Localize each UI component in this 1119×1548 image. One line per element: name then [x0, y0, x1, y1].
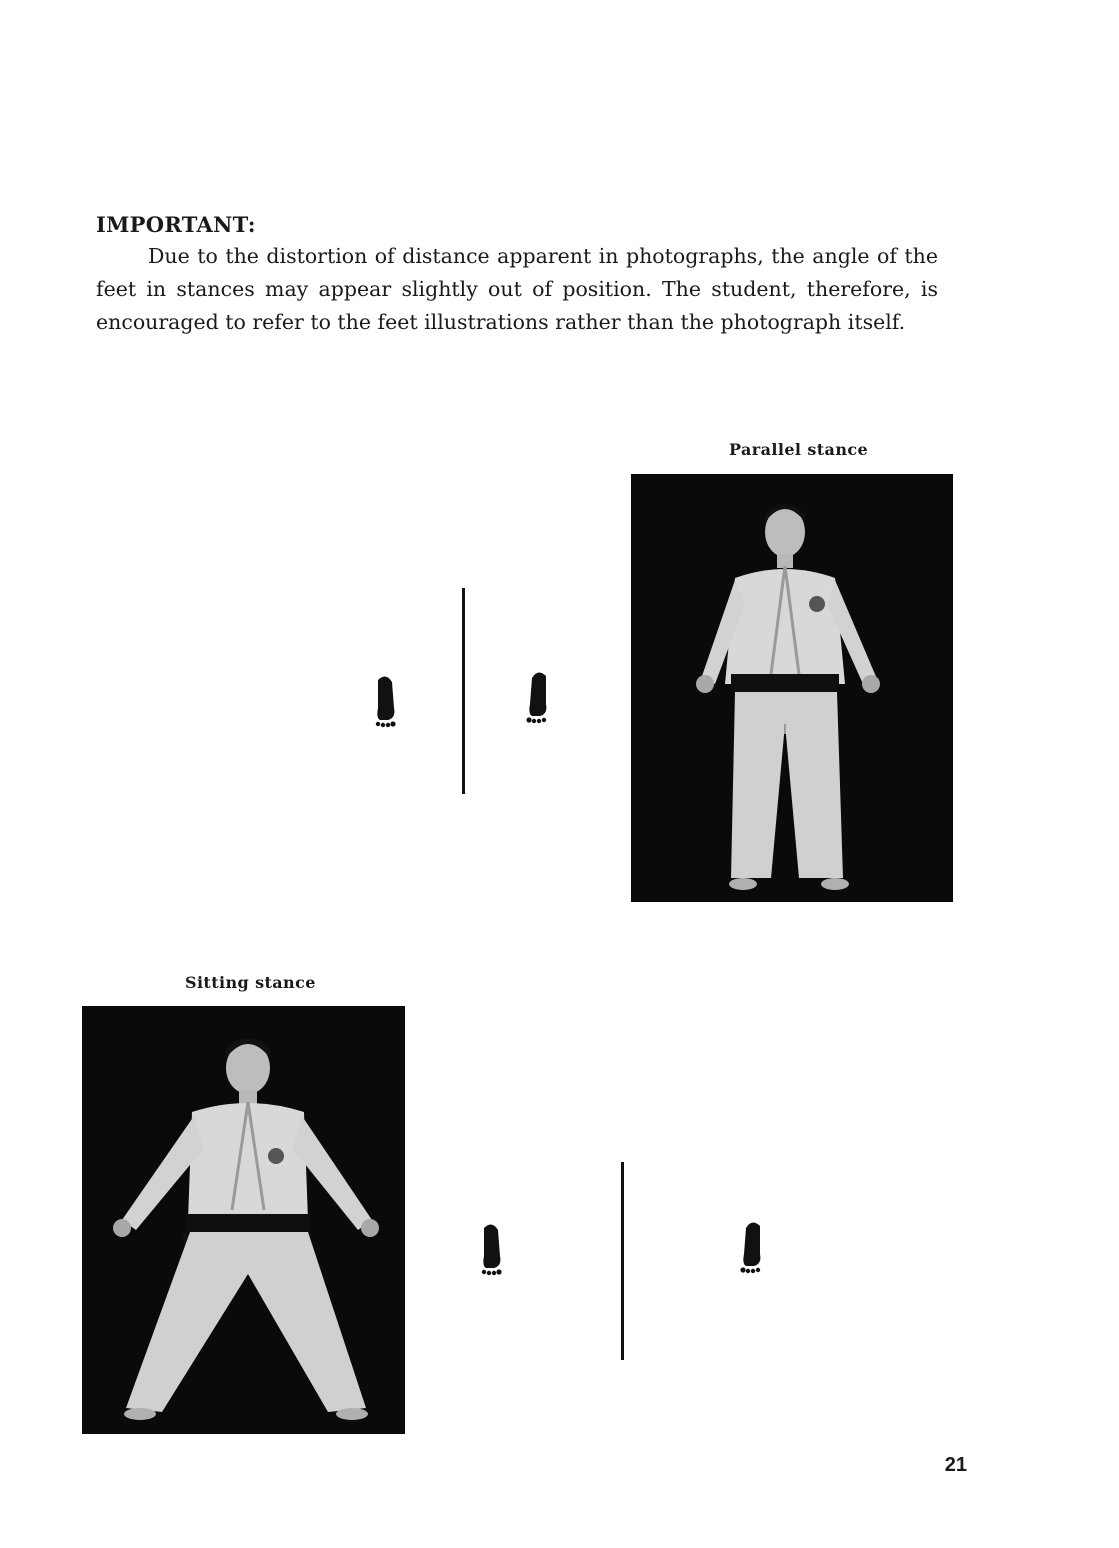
sitting-stance-caption: Sitting stance: [185, 973, 316, 992]
paragraph-text: Due to the distortion of distance apparent in photographs, the angle of the feet in stances may appear slightly out of position. The student, therefore, is encouraged to refer to the feet illustrations rather than the photograph itself.: [96, 244, 938, 334]
parallel-stance-photo: [631, 474, 953, 902]
important-heading: IMPORTANT:: [96, 212, 256, 237]
right-footprint-icon: [738, 1220, 766, 1274]
person-parallel-stance-icon: [631, 474, 953, 902]
parallel-center-line: [462, 588, 465, 794]
important-paragraph: [96, 240, 938, 339]
page-number: 21: [944, 1454, 967, 1476]
sitting-stance-photo: [82, 1006, 405, 1434]
person-sitting-stance-icon: [82, 1006, 405, 1434]
left-footprint-icon: [478, 1222, 506, 1276]
sitting-center-line: [621, 1162, 624, 1360]
parallel-stance-caption: Parallel stance: [729, 440, 869, 459]
right-footprint-icon: [524, 670, 552, 724]
left-footprint-icon: [372, 674, 400, 728]
